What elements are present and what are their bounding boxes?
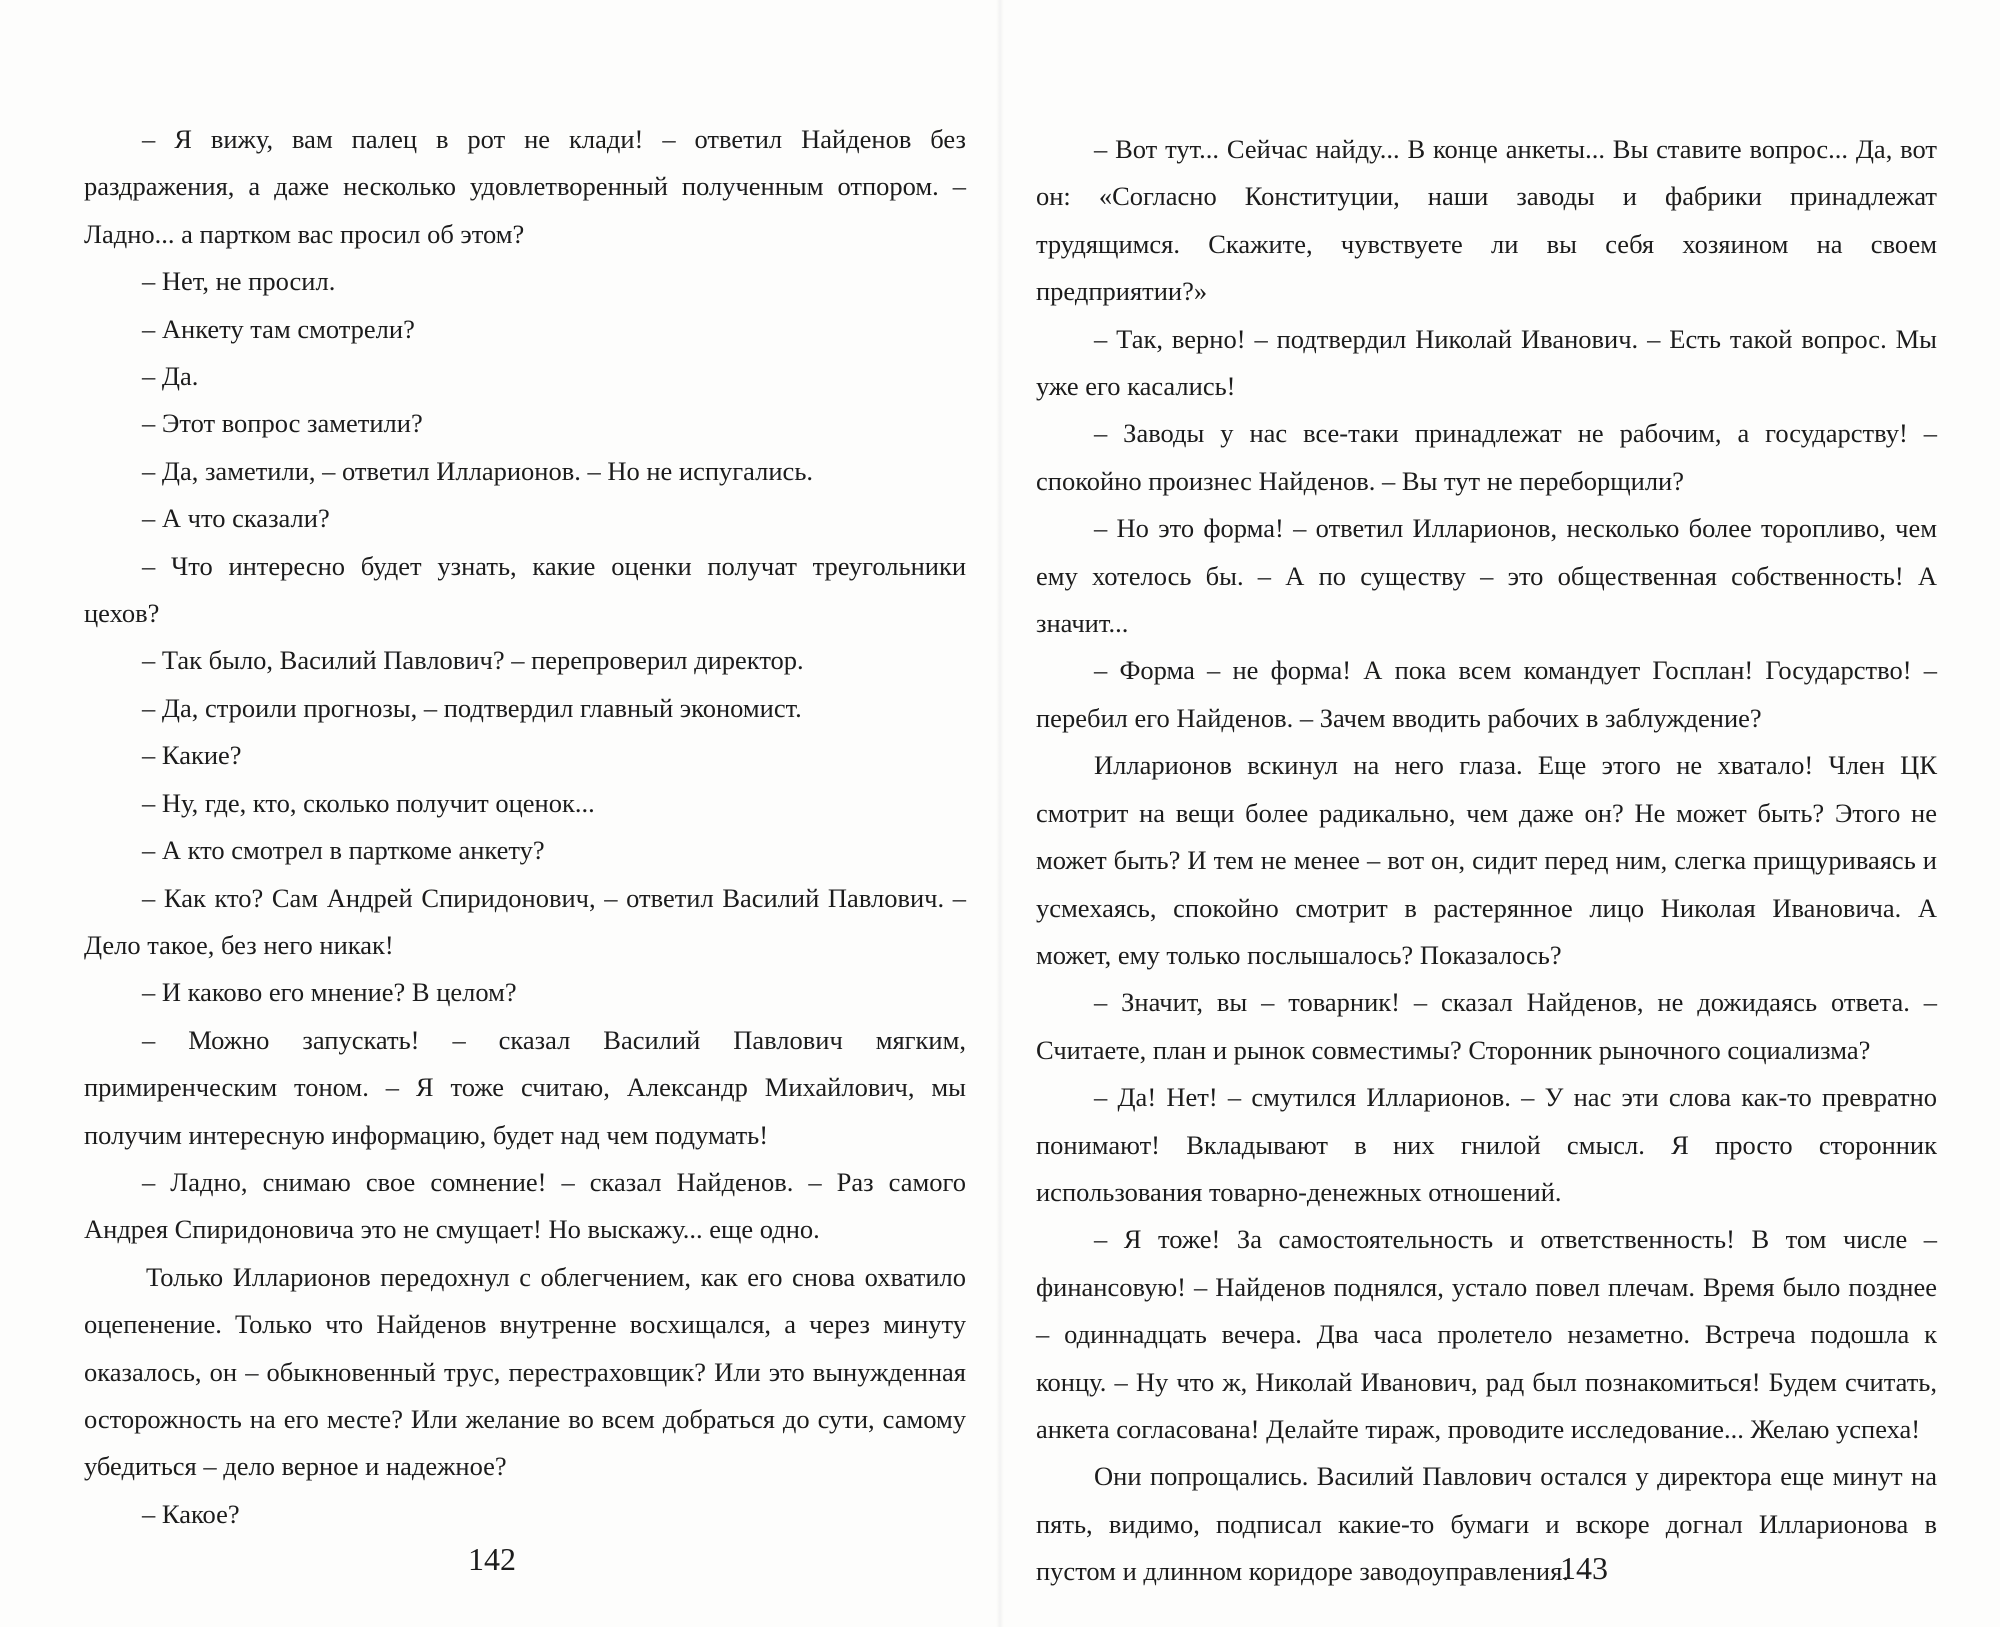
paragraph: – Да. bbox=[142, 361, 199, 392]
paragraph: – Как кто? Сам Андрей Спиридонович, – ответил Василий Павлович. – Дело такое, без него никак! bbox=[84, 882, 966, 960]
paragraph: – Ну, где, кто, сколько получит оценок... bbox=[142, 787, 595, 818]
paragraph: – Да! Нет! – смутился Илларионов. – У нас эти слова как-то превратно понимают! Вкладывают в них гнилой смысл. Я просто сторонник использования товарно-денежных отношений. bbox=[1036, 1082, 1937, 1207]
paragraph: – Да, заметили, – ответил Илларионов. – Но не испугались. bbox=[142, 455, 814, 486]
right-page bbox=[1004, 0, 2000, 1627]
right-page-text bbox=[1036, 126, 1937, 1596]
paragraph: – Форма – не форма! А пока всем командует Госплан! Государство! – перебил его Найденов. – Зачем вводить рабочих в заблуждение? bbox=[1036, 655, 1937, 733]
paragraph: – Какое? bbox=[142, 1498, 240, 1529]
paragraph: – Ладно, снимаю свое сомнение! – сказал Найденов. – Раз самого Андрея Спиридоновича это не смущает! Но выскажу... еще одно. bbox=[84, 1166, 966, 1245]
paragraph: – Анкету там смотрели? bbox=[142, 313, 415, 344]
paragraph: – Нет, не просил. bbox=[142, 266, 336, 297]
paragraph: – Да, строили прогнозы, – подтвердил главный экономист. bbox=[142, 692, 802, 723]
paragraph: – И каково его мнение? В целом? bbox=[142, 977, 517, 1008]
paragraph: – Значит, вы – товарник! – сказал Найденов, не дожидаясь ответа. – Считаете, план и рынок совместимы? Сторонник рыночного социализма? bbox=[1036, 987, 1937, 1065]
page-number: 143 bbox=[1560, 1550, 1608, 1586]
paragraph: – Но это форма! – ответил Илларионов, несколько более торопливо, чем ему хотелось бы. – А по существу – это общественная собственность! А значит... bbox=[1036, 513, 1937, 639]
paragraph: Илларионов вскинул на него глаза. Еще этого не хватало! Член ЦК смотрит на вещи более радикально, чем даже он? Не может быть? Этого не может быть? И тем не менее – вот он, сидит перед ним, слегка прищуриваясь и усмехаясь, спокойно смотрит в растерянное лицо Николая Ивановича. А может, ему только послышалось? Показалось? bbox=[1036, 750, 1937, 970]
paragraph: – Можно запускать! – сказал Василий Павлович мягким, примиренческим тоном. – Я тоже считаю, Александр Михайлович, мы получим интересную информацию, будет над чем подумать! bbox=[84, 1024, 966, 1150]
paragraph: – А кто смотрел в парткоме анкету? bbox=[142, 835, 545, 866]
left-page bbox=[0, 0, 996, 1627]
paragraph: – Так было, Василий Павлович? – перепроверил директор. bbox=[142, 645, 804, 676]
paragraph: – Вот тут... Сейчас найду... В конце анкеты... Вы ставите вопрос... Да, вот он: «Согласно Конституции, наши заводы и фабрики принадлежат трудящимся. Скажите, чувствуете ли вы себя хозяином на своем предприятии?» bbox=[1036, 134, 1937, 307]
paragraph: Они попрощались. Василий Павлович остался у директора еще минут на пять, видимо, подписал какие-то бумаги и вскоре догнал Илларионова в пустом и длинном коридоре заводоуправления. bbox=[1036, 1461, 1937, 1587]
paragraph: – Что интересно будет узнать, какие оценки получат треугольники цехов? bbox=[84, 550, 966, 629]
paragraph: – Я тоже! За самостоятельность и ответственность! В том числе – финансовую! – Найденов поднялся, устало повел плечам. Время было позднее – одиннадцать вечера. Два часа пролетело незаметно. Встреча подошла к концу. – Ну что ж, Николай Иванович, рад был познакомиться! Будем считать, анкета согласована! Делайте тираж, проводите исследование... Желаю успеха! bbox=[1036, 1224, 1937, 1444]
paragraph: – Этот вопрос заметили? bbox=[142, 408, 423, 439]
left-page-text bbox=[84, 116, 966, 1538]
paragraph: – Заводы у нас все-таки принадлежат не рабочим, а государству! – спокойно произнес Найденов. – Вы тут не переборщили? bbox=[1036, 418, 1937, 496]
paragraph: Только Илларионов передохнул с облегчением, как его снова охватило оцепенение. Только что Найденов внутренне восхищался, а через минуту оказалось, он – обыкновенный трус, перестраховщик? Или это вынужденная осторожность на его месте? Или желание во всем добраться до сути, самому убедиться – дело верное и надежное? bbox=[84, 1261, 966, 1482]
paragraph: – Так, верно! – подтвердил Николай Иванович. – Есть такой вопрос. Мы уже его касались! bbox=[1036, 323, 1937, 402]
gutter bbox=[996, 0, 1004, 1627]
paragraph: – Я вижу, вам палец в рот не клади! – ответил Найденов без раздражения, а даже несколько удовлетворенный полученным отпором. – Ладно... а партком вас просил об этом? bbox=[84, 124, 966, 249]
paragraph: – А что сказали? bbox=[142, 503, 330, 534]
page-number: 142 bbox=[468, 1541, 516, 1577]
paragraph: – Какие? bbox=[142, 740, 242, 771]
